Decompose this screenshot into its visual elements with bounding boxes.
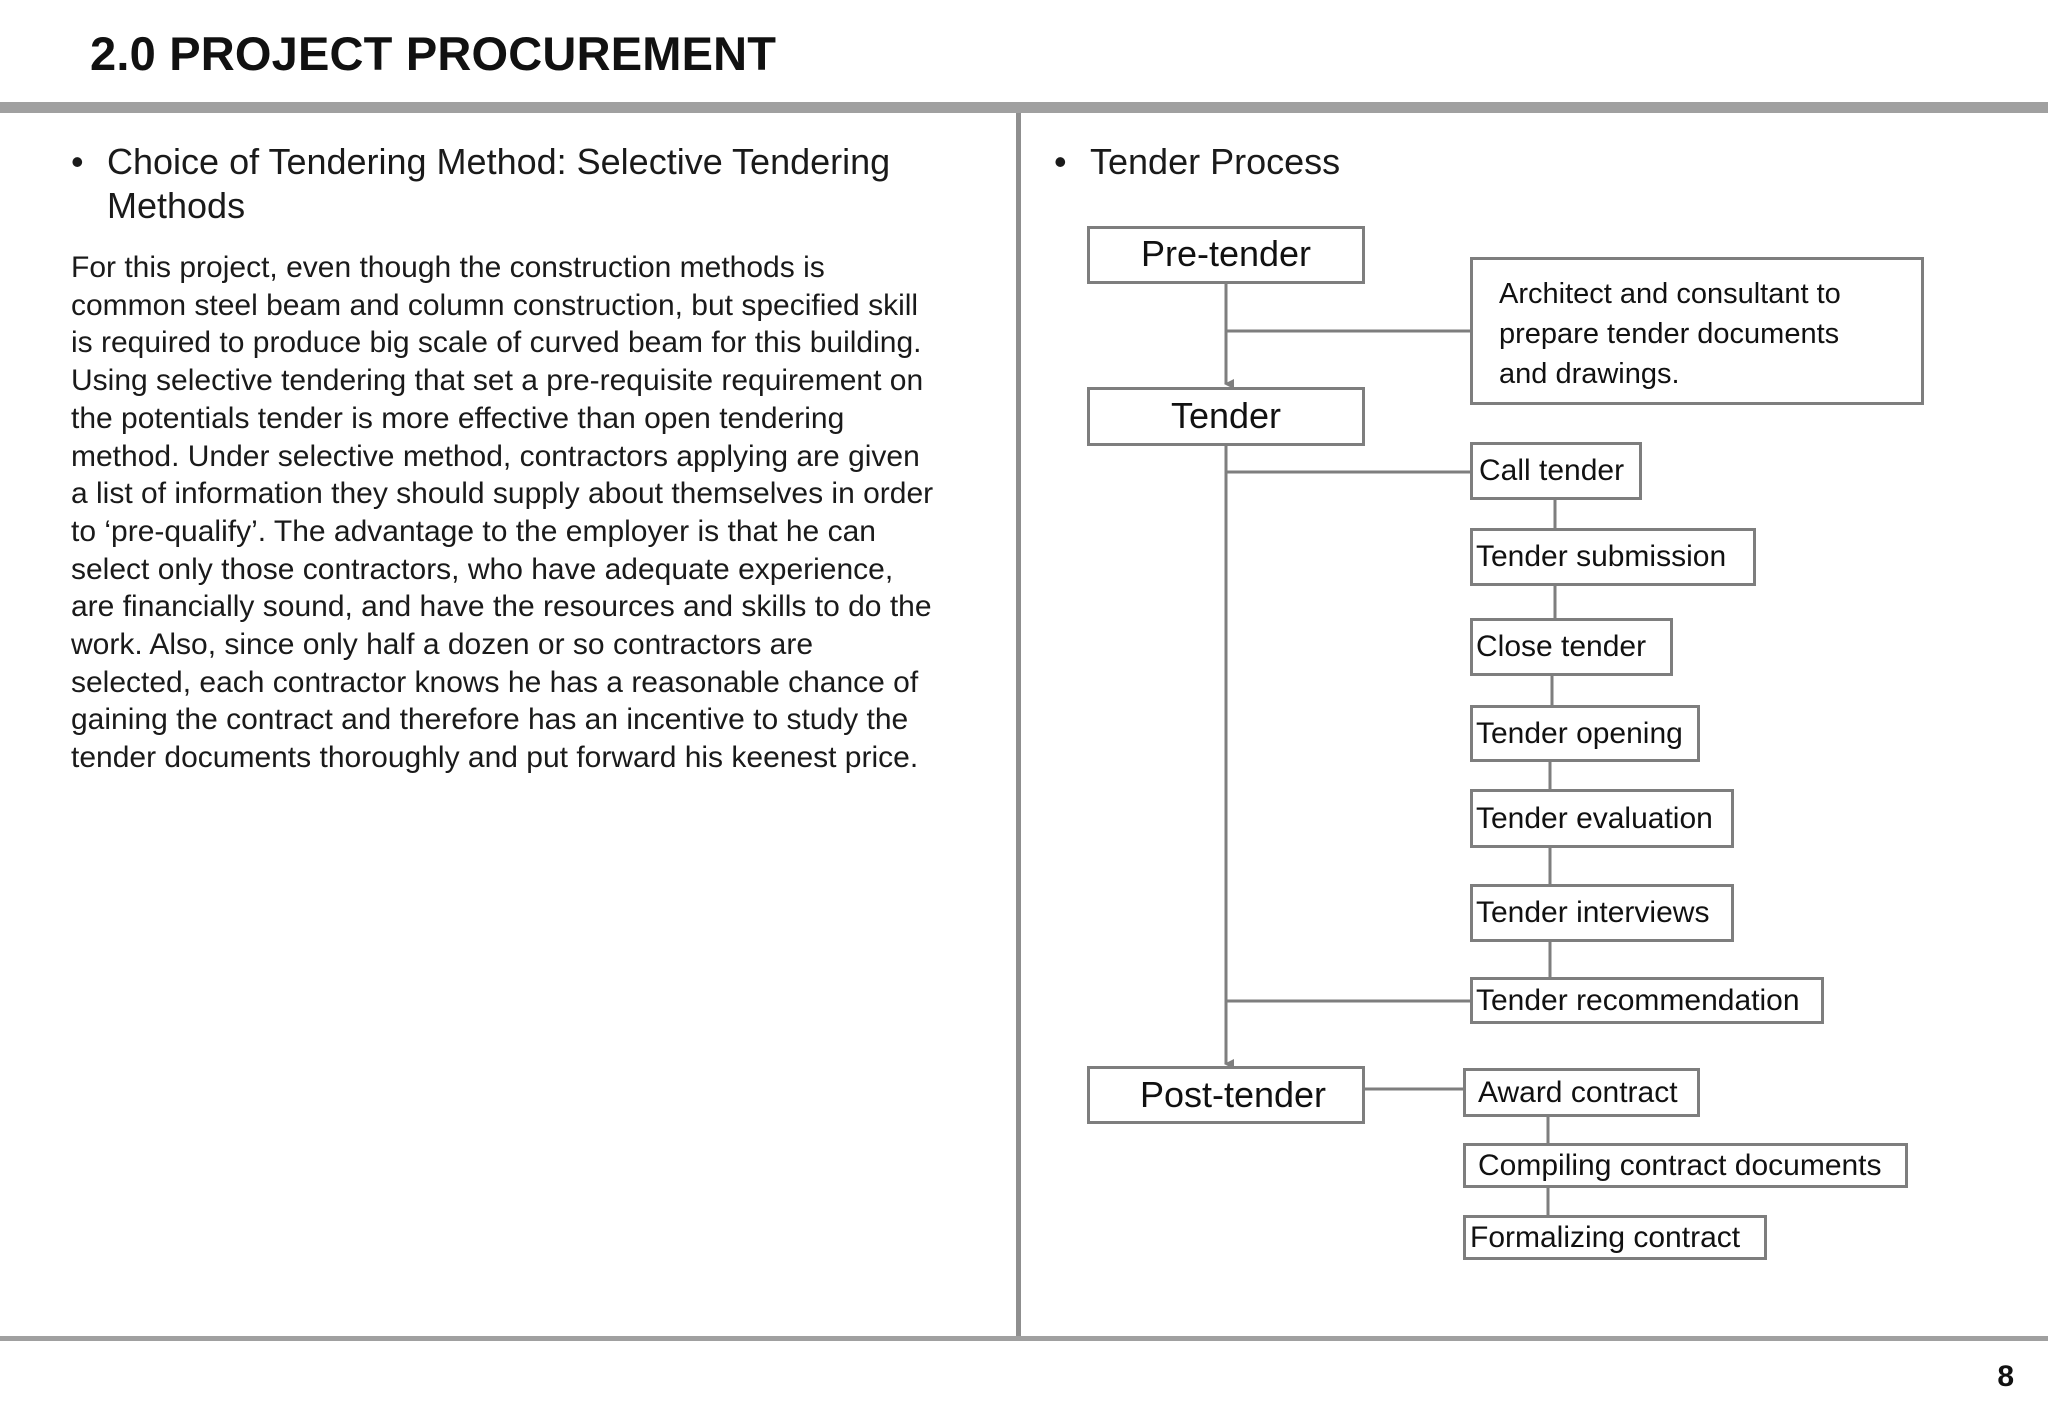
body-line: For this project, even though the construction methods is [71,251,825,284]
body-line: are financially sound, and have the resources and skills to do the [71,590,932,624]
step-label: Tender interviews [1476,896,1710,929]
left-heading-line-1: Choice of Tendering Method: Selective Tendering [107,141,891,182]
step-label: Tender opening [1476,717,1683,750]
stage-label: Pre-tender [1140,233,1312,274]
step-tender-opening [1470,705,1700,762]
body-line: select only those contractors, who have adequate experience, [71,552,894,586]
step-call-tender [1470,442,1642,500]
stage-pre-tender [1087,226,1365,284]
step-label: Award contract [1478,1076,1678,1109]
stage-label: Tender [1170,395,1282,436]
bullet-marker: • [1054,141,1067,182]
bullet-marker: • [71,141,84,182]
stage-label: Post-tender [1139,1074,1327,1115]
note-line: Architect and consultant to [1499,278,1841,310]
step-tender-recommendation [1470,977,1824,1024]
step-tender-interviews [1470,884,1734,942]
step-label: Tender evaluation [1476,802,1713,835]
step-close-tender [1470,618,1673,676]
step-tender-submission [1470,528,1756,586]
pre-tender-note [1470,257,1924,405]
body-line: Using selective tendering that set a pre-requisite requirement on [71,364,924,398]
note-line: and drawings. [1499,358,1680,390]
step-label: Tender recommendation [1476,984,1800,1017]
note-line: prepare tender documents [1499,318,1840,350]
left-heading-line-2: Methods [107,185,246,226]
step-formalizing-contract [1463,1215,1767,1260]
step-label: Compiling contract documents [1478,1149,1882,1182]
body-line: a list of information they should supply about themselves in order [71,477,934,511]
body-line: gaining the contract and therefore has an incentive to study the [71,703,909,737]
step-label: Tender submission [1476,540,1727,573]
body-line: tender documents thoroughly and put forward his keenest price. [71,741,919,775]
step-label: Formalizing contract [1470,1221,1741,1254]
body-line: selected, each contractor knows he has a reasonable chance of [71,665,919,699]
step-tender-evaluation [1470,789,1734,848]
page-number: 8 [1997,1360,2014,1393]
footer-rule [0,1336,2048,1341]
page-title: 2.0 PROJECT PROCUREMENT [90,27,777,80]
step-award-contract [1463,1068,1700,1117]
tender-process-heading: Tender Process [1090,141,1341,182]
body-line: common steel beam and column construction, but specified skill [71,288,919,322]
step-compiling-contract-documents [1463,1143,1908,1188]
body-line: method. Under selective method, contractors applying are given [71,439,920,473]
stage-tender [1087,387,1365,446]
body-line: the potentials tender is more effective than open tendering [71,401,845,435]
body-line: work. Also, since only half a dozen or so contractors are [71,628,814,662]
stage-post-tender [1087,1066,1365,1124]
step-label: Close tender [1476,630,1647,663]
body-line: to ‘pre-qualify’. The advantage to the employer is that he can [71,514,876,548]
step-label: Call tender [1479,454,1625,487]
body-line: is required to produce big scale of curved beam for this building. [71,326,922,360]
